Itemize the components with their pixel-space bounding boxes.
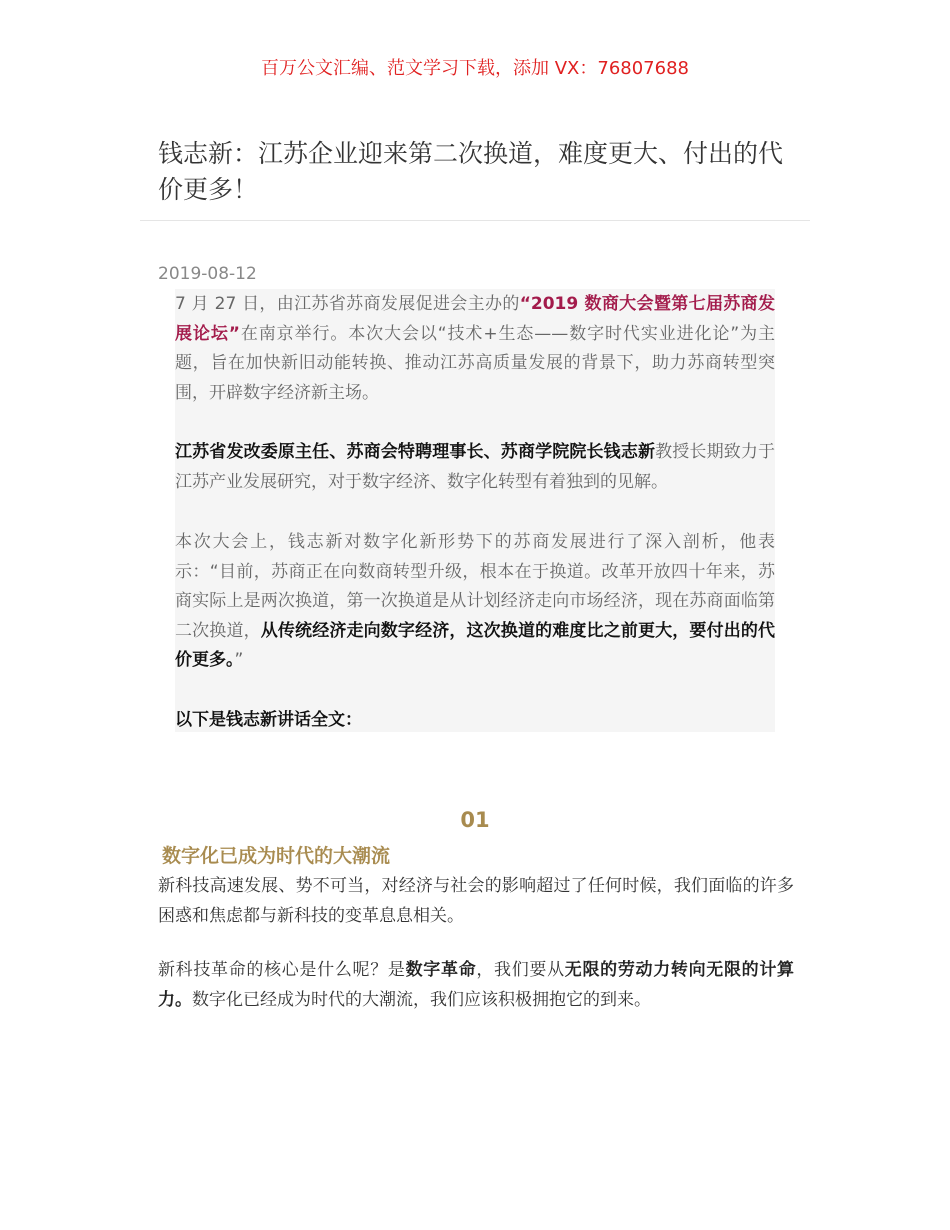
event-name-highlight: “2019 数商大会暨第七届苏商发展论坛” <box>175 294 775 344</box>
intro-paragraph-1 <box>175 290 775 408</box>
intro-p1-text-b: 在南京举行。本次大会以“技术+生态——数字时代实业进化论”为主题，旨在加快新旧动能转换、推动江苏高质量发展的背景下，助力苏商转型突围，开辟数字经济新主场。 <box>175 323 775 403</box>
key-quote-highlight: 从传统经济走向数字经济，这次换道的难度比之前更大，要付出的代价更多。 <box>175 620 776 670</box>
intro-p2-text: 教授长期致力于江苏产业发展研究，对于数字经济、数字化转型有着独到的见解。 <box>175 442 776 492</box>
section-paragraph-2 <box>158 956 794 1015</box>
intro-paragraph-2 <box>175 438 775 497</box>
article-title: 钱志新：江苏企业迎来第二次换道，难度更大、付出的代价更多！ <box>158 139 784 204</box>
section-p2-text-b: ，我们要从 <box>476 960 565 980</box>
section-p2-text-a: 新科技革命的核心是什么呢？是 <box>158 960 406 980</box>
full-text-lead: 以下是钱志新讲话全文： <box>175 710 362 730</box>
compute-power-highlight: 无限的劳动力转向无限的计算力。 <box>158 960 795 1010</box>
section-paragraph-1: 新科技高速发展、势不可当，对经济与社会的影响超过了任何时候，我们面临的许多困惑和焦虑都与新科技的变革息息相关。 <box>158 876 794 926</box>
download-banner: 百万公文汇编、范文学习下载，添加 VX：76807688 <box>261 58 689 79</box>
intro-p3-text-b: ” <box>234 650 244 670</box>
publish-date: 2019-08-12 <box>158 264 257 284</box>
title-divider <box>140 220 810 221</box>
section-heading: 数字化已成为时代的大潮流 <box>162 845 391 867</box>
intro-p1-text-a: 7 月 27 日，由江苏省苏商发展促进会主办的 <box>175 294 520 314</box>
intro-paragraph-3 <box>175 528 775 676</box>
section-number: 01 <box>460 808 490 832</box>
speaker-title-highlight: 江苏省发改委原主任、苏商会特聘理事长、苏商学院院长钱志新 <box>175 442 656 462</box>
digital-revolution-highlight: 数字革命 <box>405 960 477 980</box>
section-p2-text-c: 数字化已经成为时代的大潮流，我们应该积极拥抱它的到来。 <box>192 989 651 1010</box>
intro-p3-text-a: 本次大会上，钱志新对数字化新形势下的苏商发展进行了深入剖析，他表示：“目前，苏商正在向数商转型升级，根本在于换道。改革开放四十年来，苏商实际上是两次换道，第一次换道是从计划经济走向市场经济，现在苏商面临第二次换道， <box>175 532 775 641</box>
